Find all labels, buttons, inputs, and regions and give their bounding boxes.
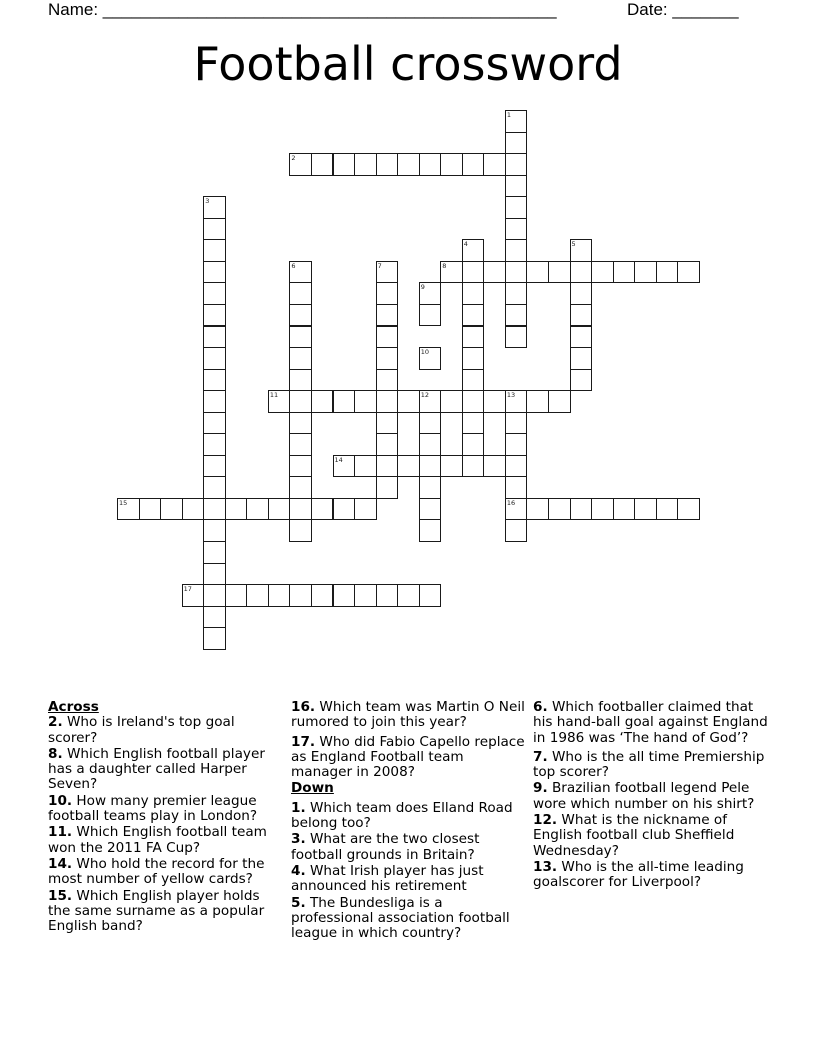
grid-cell[interactable] [419, 282, 442, 305]
grid-cell[interactable] [462, 153, 485, 176]
grid-cell[interactable] [613, 498, 636, 521]
grid-cell[interactable] [182, 584, 205, 607]
grid-cell[interactable] [505, 282, 528, 305]
grid-cell[interactable] [203, 347, 226, 370]
clue-across-8 [48, 747, 280, 793]
grid-cell[interactable] [505, 519, 528, 542]
grid-cell[interactable] [570, 282, 593, 305]
grid-cell[interactable] [203, 627, 226, 650]
clue-number: 10. [48, 792, 73, 809]
grid-cell[interactable] [505, 196, 528, 219]
grid-cell[interactable] [117, 498, 140, 521]
grid-cell[interactable] [289, 476, 312, 499]
clue-number-label: 8 [442, 261, 447, 270]
grid-cell[interactable] [505, 239, 528, 262]
page-title: Football crossword [193, 37, 623, 91]
grid-cell[interactable] [526, 390, 549, 413]
grid-cell[interactable] [246, 584, 269, 607]
grid-cell[interactable] [462, 390, 485, 413]
grid-cell[interactable] [268, 498, 291, 521]
grid-cell[interactable] [570, 261, 593, 284]
grid-cell[interactable] [203, 282, 226, 305]
grid-cell[interactable] [203, 218, 226, 241]
grid-cell[interactable] [289, 455, 312, 478]
grid-cell[interactable] [505, 175, 528, 198]
grid-cell[interactable] [462, 433, 485, 456]
grid-cell[interactable] [419, 519, 442, 542]
grid-cell[interactable] [462, 261, 485, 284]
clue-text: Which team does Elland Road belong too? [291, 799, 513, 832]
grid-cell[interactable] [526, 498, 549, 521]
grid-cell[interactable] [613, 261, 636, 284]
grid-cell[interactable] [505, 455, 528, 478]
clues-column-1 [48, 700, 280, 935]
grid-cell[interactable] [397, 584, 420, 607]
grid-cell[interactable] [483, 455, 506, 478]
grid-cell[interactable] [289, 326, 312, 349]
grid-cell[interactable] [203, 239, 226, 262]
grid-cell[interactable] [505, 412, 528, 435]
grid-cell[interactable] [419, 412, 442, 435]
clue-number: 5. [291, 894, 306, 911]
grid-cell[interactable] [376, 584, 399, 607]
grid-cell[interactable] [634, 498, 657, 521]
clue-number: 17. [291, 733, 316, 750]
grid-cell[interactable] [462, 304, 485, 327]
grid-cell[interactable] [289, 347, 312, 370]
grid-cell[interactable] [419, 476, 442, 499]
grid-cell[interactable] [289, 584, 312, 607]
grid-cell[interactable] [289, 261, 312, 284]
grid-cell[interactable] [289, 304, 312, 327]
clue-number-label: 17 [183, 585, 192, 594]
grid-cell[interactable] [333, 498, 356, 521]
grid-cell[interactable] [203, 304, 226, 327]
grid-cell[interactable] [333, 390, 356, 413]
grid-cell[interactable] [397, 455, 420, 478]
grid-cell[interactable] [397, 390, 420, 413]
clue-down-12 [533, 813, 773, 859]
grid-cell[interactable] [289, 390, 312, 413]
grid-cell[interactable] [160, 498, 183, 521]
grid-cell[interactable] [462, 412, 485, 435]
grid-cell[interactable] [440, 390, 463, 413]
clue-number-label: 6 [291, 261, 296, 270]
grid-cell[interactable] [203, 476, 226, 499]
clue-number: 15. [48, 887, 73, 904]
clue-down-4 [291, 864, 527, 895]
clue-across-10 [48, 794, 280, 825]
clue-number-label: 14 [334, 455, 343, 464]
grid-cell[interactable] [333, 455, 356, 478]
clue-number: 4. [291, 862, 306, 879]
grid-cell[interactable] [440, 455, 463, 478]
clue-text: Who is the all-time leading goalscorer for Liverpool? [533, 858, 744, 891]
clue-down-13 [533, 860, 773, 891]
grid-cell[interactable] [570, 369, 593, 392]
clue-number-label: 1 [506, 111, 512, 119]
clue-number: 12. [533, 812, 558, 829]
grid-cell[interactable] [505, 498, 528, 521]
grid-cell[interactable] [677, 498, 700, 521]
clue-text: Which footballer claimed that his hand-ball goal against England in 1986 was ‘The hand of God’? [533, 699, 768, 746]
clue-across-14 [48, 857, 280, 888]
grid-cell[interactable] [677, 261, 700, 284]
grid-cell[interactable] [203, 261, 226, 284]
clue-text: What are the two closest football grounds in Britain? [291, 831, 480, 863]
grid-cell[interactable] [203, 541, 226, 564]
grid-cell[interactable] [203, 455, 226, 478]
grid-cell[interactable] [462, 347, 485, 370]
grid-cell[interactable] [419, 584, 442, 607]
grid-cell[interactable] [354, 498, 377, 521]
grid-cell[interactable] [376, 455, 399, 478]
clue-text: Who is the all time Premiership top scorer? [533, 748, 765, 781]
name-field[interactable]: Name: ________________________________________________ [48, 0, 557, 19]
grid-cell[interactable] [505, 261, 528, 284]
clue-number: 16. [291, 699, 316, 715]
grid-cell[interactable] [139, 498, 162, 521]
grid-cell[interactable] [419, 390, 442, 413]
grid-cell[interactable] [440, 153, 463, 176]
grid-cell[interactable] [311, 390, 334, 413]
clue-number: 6. [533, 699, 548, 715]
clue-number-label: 4 [463, 240, 468, 249]
grid-cell[interactable] [333, 584, 356, 607]
grid-cell[interactable] [203, 369, 226, 392]
grid-cell[interactable] [289, 412, 312, 435]
grid-cell[interactable] [483, 261, 506, 284]
grid-cell[interactable] [203, 606, 226, 629]
grid-cell[interactable] [570, 498, 593, 521]
grid-cell[interactable] [440, 261, 463, 284]
grid-cell[interactable] [634, 261, 657, 284]
clue-number-label: 15 [119, 498, 128, 507]
grid-cell[interactable] [419, 455, 442, 478]
grid-cell[interactable] [656, 498, 679, 521]
clue-number-label: 12 [420, 391, 429, 400]
grid-cell[interactable] [419, 347, 442, 370]
grid-cell[interactable] [182, 498, 205, 521]
clue-down-7 [533, 750, 773, 781]
clue-across-16 [291, 700, 527, 731]
grid-cell[interactable] [656, 261, 679, 284]
grid-cell[interactable] [376, 433, 399, 456]
grid-cell[interactable] [289, 153, 312, 176]
grid-cell[interactable] [376, 412, 399, 435]
clue-number: 1. [291, 799, 306, 816]
grid-cell[interactable] [203, 433, 226, 456]
grid-cell[interactable] [376, 390, 399, 413]
clue-down-9 [533, 781, 773, 812]
clue-text: Which team was Martin O Neil rumored to join this year? [291, 699, 525, 731]
grid-cell[interactable] [462, 455, 485, 478]
clue-number: 14. [48, 855, 73, 872]
clue-number: 2. [48, 714, 63, 731]
grid-cell[interactable] [419, 153, 442, 176]
grid-cell[interactable] [289, 433, 312, 456]
grid-cell[interactable] [376, 153, 399, 176]
grid-cell[interactable] [419, 433, 442, 456]
clue-number: 8. [48, 745, 63, 762]
grid-cell[interactable] [203, 519, 226, 542]
grid-cell[interactable] [376, 304, 399, 327]
clue-across-2 [48, 715, 280, 746]
clue-text: Who did Fabio Capello replace as England Football team manager in 2008? [291, 733, 525, 781]
grid-cell[interactable] [289, 282, 312, 305]
clue-text: Which English football team won the 2011 FA Cup? [48, 824, 267, 856]
grid-cell[interactable] [289, 369, 312, 392]
grid-cell[interactable] [246, 498, 269, 521]
clue-across-15 [48, 889, 280, 935]
grid-cell[interactable] [505, 132, 528, 155]
grid-cell[interactable] [548, 261, 571, 284]
clue-down-1 [291, 801, 527, 832]
grid-cell[interactable] [419, 498, 442, 521]
grid-cell[interactable] [225, 584, 248, 607]
grid-cell[interactable] [570, 347, 593, 370]
grid-cell[interactable] [548, 390, 571, 413]
grid-cell[interactable] [311, 153, 334, 176]
clues-column-3 [533, 700, 773, 892]
clue-number-label: 5 [571, 240, 576, 249]
clue-down-5 [291, 896, 527, 942]
grid-cell[interactable] [203, 498, 226, 521]
grid-cell[interactable] [591, 498, 614, 521]
grid-cell[interactable] [311, 498, 334, 521]
clue-number-label: 9 [420, 283, 425, 292]
grid-cell[interactable] [505, 304, 528, 327]
grid-cell[interactable] [268, 584, 291, 607]
clue-number-label: 2 [291, 154, 296, 163]
grid-cell[interactable] [505, 433, 528, 456]
grid-cell[interactable] [354, 584, 377, 607]
grid-cell[interactable] [505, 153, 528, 176]
grid-cell[interactable] [462, 282, 485, 305]
grid-cell[interactable] [505, 110, 528, 133]
grid-cell[interactable] [203, 412, 226, 435]
clue-number: 13. [533, 858, 558, 875]
grid-cell[interactable] [268, 390, 291, 413]
clue-number-label: 16 [506, 498, 516, 507]
clue-down-6 [533, 700, 773, 746]
grid-cell[interactable] [505, 218, 528, 241]
clue-number-label: 11 [269, 391, 279, 400]
grid-cell[interactable] [203, 390, 226, 413]
clue-text: Which English player holds the same surname as a popular English band? [48, 887, 265, 935]
date-field[interactable]: Date: _______ [627, 0, 739, 19]
grid-cell[interactable] [354, 455, 377, 478]
clue-text: Who hold the record for the most number of yellow cards? [48, 855, 265, 888]
grid-cell[interactable] [376, 261, 399, 284]
grid-cell[interactable] [591, 261, 614, 284]
grid-cell[interactable] [397, 153, 420, 176]
grid-cell[interactable] [505, 390, 528, 413]
grid-cell[interactable] [526, 261, 549, 284]
grid-cell[interactable] [289, 519, 312, 542]
grid-cell[interactable] [483, 390, 506, 413]
clue-number-label: 3 [205, 197, 210, 206]
grid-cell[interactable] [225, 498, 248, 521]
clue-number-label: 7 [377, 261, 382, 270]
clue-text: The Bundesliga is a professional association football league in which country? [291, 894, 510, 942]
clue-text: Brazilian football legend Pele wore which number on his shirt? [533, 780, 755, 812]
grid-cell[interactable] [203, 326, 226, 349]
grid-cell[interactable] [419, 304, 442, 327]
grid-cell[interactable] [203, 196, 226, 219]
clue-text: What Irish player has just announced his retirement [291, 862, 484, 895]
grid-cell[interactable] [376, 326, 399, 349]
grid-cell[interactable] [289, 498, 312, 521]
grid-cell[interactable] [376, 476, 399, 499]
clue-number: 7. [533, 748, 548, 765]
grid-cell[interactable] [570, 326, 593, 349]
grid-cell[interactable] [203, 584, 226, 607]
grid-cell[interactable] [548, 498, 571, 521]
grid-cell[interactable] [570, 239, 593, 262]
down-heading: Down [291, 780, 334, 797]
grid-cell[interactable] [376, 369, 399, 392]
grid-cell[interactable] [505, 476, 528, 499]
grid-cell[interactable] [354, 153, 377, 176]
clue-number: 9. [533, 780, 548, 797]
grid-cell[interactable] [203, 563, 226, 586]
clue-number-label: 13 [506, 391, 516, 400]
grid-cell[interactable] [376, 347, 399, 370]
grid-cell[interactable] [376, 282, 399, 305]
clue-number: 3. [291, 831, 306, 848]
clue-text: Who is Ireland's top goal scorer? [48, 714, 235, 746]
grid-cell[interactable] [462, 326, 485, 349]
grid-cell[interactable] [570, 304, 593, 327]
grid-cell[interactable] [333, 153, 356, 176]
clue-number: 11. [48, 824, 73, 841]
grid-cell[interactable] [483, 153, 506, 176]
clues-column-2 [291, 700, 527, 942]
clue-across-11 [48, 825, 280, 856]
clue-number-label: 10 [420, 348, 429, 357]
grid-cell[interactable] [462, 369, 485, 392]
clue-text: What is the nickname of English football club Sheffield Wednesday? [533, 812, 735, 859]
clue-across-17 [291, 735, 527, 781]
clue-text: How many premier league football teams play in London? [48, 792, 258, 825]
grid-cell[interactable] [462, 239, 485, 262]
grid-cell[interactable] [505, 326, 528, 349]
clue-down-3 [291, 832, 527, 863]
grid-cell[interactable] [354, 390, 377, 413]
grid-cell[interactable] [311, 584, 334, 607]
across-heading: Across [48, 699, 99, 715]
clue-text: Which English football player has a daughter called Harper Seven? [48, 745, 265, 793]
